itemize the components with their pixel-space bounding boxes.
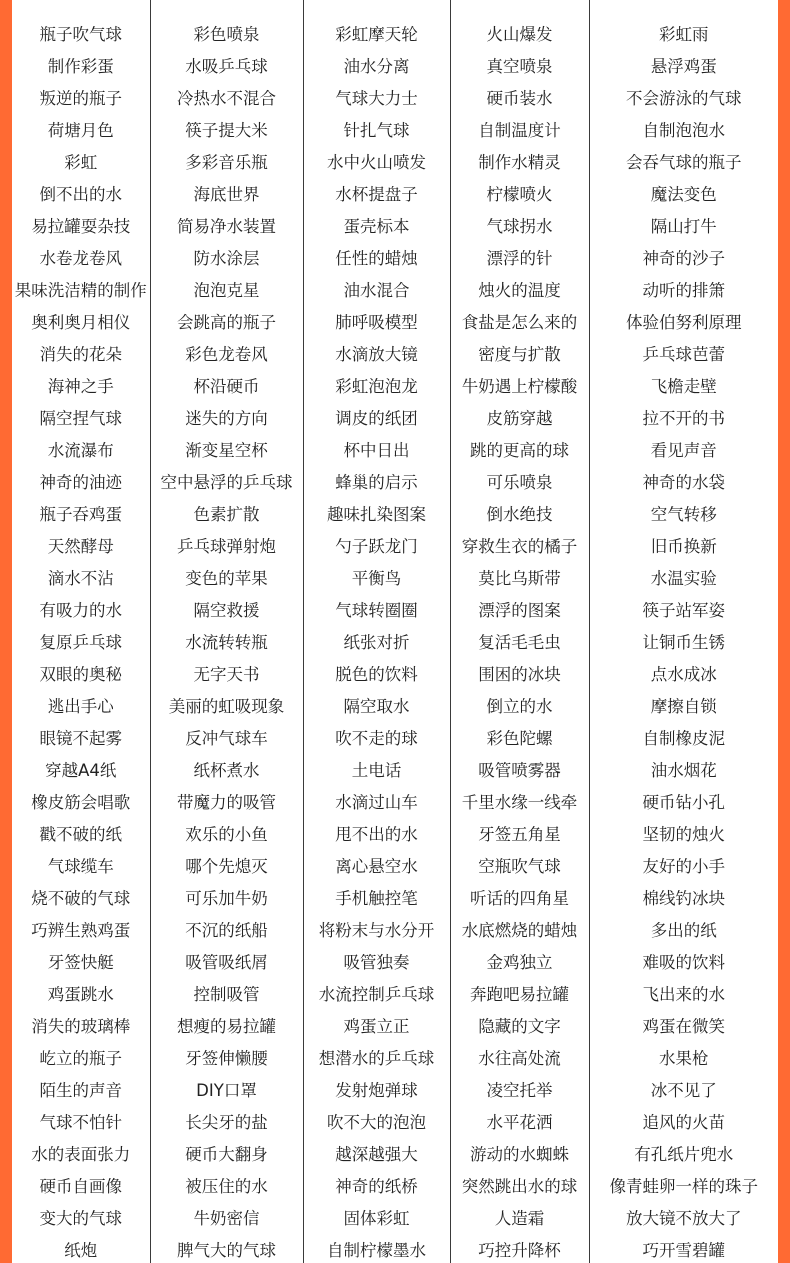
table-row xyxy=(12,0,778,17)
experiment-name-cell: 筷子站军姿 xyxy=(589,593,778,625)
experiment-name-cell: 可乐喷泉 xyxy=(450,465,589,497)
experiment-name-cell: 游动的水蜘蛛 xyxy=(450,1137,589,1169)
table-row xyxy=(12,1105,778,1137)
experiment-name-cell: 复原乒乓球 xyxy=(39,633,122,652)
table-row xyxy=(12,721,778,753)
experiment-name-cell: 不沉的纸船 xyxy=(150,913,303,945)
experiment-name-cell: 水温实验 xyxy=(589,561,778,593)
experiment-name-cell: 冰不见了 xyxy=(589,1073,778,1105)
experiment-name-cell: 漂浮的图案 xyxy=(450,593,589,625)
experiment-name-cell: 脱色的饮料 xyxy=(303,657,450,689)
experiment-name-cell: 听话的四角星 xyxy=(450,881,589,913)
experiment-name-cell: 牙签伸懒腰 xyxy=(150,1041,303,1073)
experiment-name-cell: 气球大力士 xyxy=(303,81,450,113)
experiment-name-cell: 水流控制乒乓球 xyxy=(303,977,450,1009)
experiment-name-cell: 水卷龙卷风 xyxy=(39,249,122,268)
experiment-name-cell: 硬币大翻身 xyxy=(150,1137,303,1169)
experiment-name-cell: 彩色龙卷风 xyxy=(150,337,303,369)
experiment-name-cell: 水往高处流 xyxy=(450,1041,589,1073)
table-row xyxy=(12,529,778,561)
table-row xyxy=(12,81,778,113)
experiment-name-cell: 海底世界 xyxy=(150,177,303,209)
table-row xyxy=(12,817,778,849)
experiment-name-cell: 水中火山喷发 xyxy=(303,145,450,177)
experiment-name-cell: 针扎气球 xyxy=(303,113,450,145)
table-row xyxy=(12,625,778,657)
experiment-name-cell: 发射炮弹球 xyxy=(303,1073,450,1105)
experiment-name-cell: 像青蛙卵一样的珠子 xyxy=(589,1169,778,1201)
experiment-name-cell: 荷塘月色 xyxy=(47,121,114,140)
table-row xyxy=(12,753,778,785)
experiment-name-cell: 油水分离 xyxy=(303,49,450,81)
experiment-name-cell: 自制泡泡水 xyxy=(589,113,778,145)
experiment-name-cell: 气球转圈圈 xyxy=(303,593,450,625)
experiment-name-cell: 土电话 xyxy=(303,753,450,785)
experiment-name-cell: 魔法变色 xyxy=(589,177,778,209)
experiment-name-cell: 瓶子吞鸡蛋 xyxy=(39,505,122,524)
experiment-name-cell: 体验伯努利原理 xyxy=(589,305,778,337)
experiment-name-cell: 莫比乌斯带 xyxy=(450,561,589,593)
experiment-name-cell: 水流瀑布 xyxy=(47,441,114,460)
table-row xyxy=(12,113,778,145)
experiment-name-cell: 硬币自画像 xyxy=(39,1177,122,1196)
experiment-name-cell: 吹不大的泡泡 xyxy=(303,1105,450,1137)
experiment-name-cell: 水滴过山车 xyxy=(303,785,450,817)
experiment-name-cell: 倒立的水 xyxy=(450,689,589,721)
experiment-name-cell: 筷子提大米 xyxy=(150,113,303,145)
experiment-name-cell: 柠檬喷火 xyxy=(450,177,589,209)
experiment-name-cell: 多彩音乐瓶 xyxy=(150,145,303,177)
experiment-name-cell: 棉线钓冰块 xyxy=(589,881,778,913)
experiment-name-cell: 制作彩蛋 xyxy=(47,57,114,76)
table-row xyxy=(12,17,778,49)
experiment-name-cell: 会跳高的瓶子 xyxy=(150,305,303,337)
table-row xyxy=(12,145,778,177)
experiment-name-cell: 纸杯煮水 xyxy=(150,753,303,785)
experiment-name-cell: 调皮的纸团 xyxy=(303,401,450,433)
experiment-name-cell: 漂浮的针 xyxy=(450,241,589,273)
experiment-name-cell: 隔山打牛 xyxy=(589,209,778,241)
experiment-name-cell: 有孔纸片兜水 xyxy=(589,1137,778,1169)
experiment-name-cell: 蜂巢的启示 xyxy=(303,465,450,497)
experiment-name-cell: 彩虹 xyxy=(64,153,98,172)
experiment-name-cell: 果味洗洁精的制作 xyxy=(14,281,147,300)
experiment-name-cell: 放大镜不放大了 xyxy=(589,1201,778,1233)
experiment-name-cell: 杯沿硬币 xyxy=(150,369,303,401)
experiment-name-cell: 让铜币生锈 xyxy=(589,625,778,657)
experiment-name-cell: 彩虹泡泡龙 xyxy=(303,369,450,401)
experiment-name-cell: 被压住的水 xyxy=(150,1169,303,1201)
table-row xyxy=(12,273,778,305)
experiment-name-cell: 水流转转瓶 xyxy=(150,625,303,657)
experiment-name-cell: 戳不破的纸 xyxy=(39,825,122,844)
experiment-name-cell: 火山爆发 xyxy=(450,17,589,49)
experiment-name-cell: 飞檐走壁 xyxy=(589,369,778,401)
experiment-name-cell: 滴水不沾 xyxy=(47,569,114,588)
experiment-name-cell: 千里水缘一线牵 xyxy=(450,785,589,817)
experiment-name-cell: 美丽的虹吸现象 xyxy=(150,689,303,721)
experiment-name-cell: 多出的纸 xyxy=(589,913,778,945)
experiment-name-cell: 制作水精灵 xyxy=(450,145,589,177)
experiment-name-cell: 烛火的温度 xyxy=(450,273,589,305)
experiment-name-cell: 会吞气球的瓶子 xyxy=(589,145,778,177)
experiment-name-cell: 消失的玻璃棒 xyxy=(31,1017,131,1036)
experiment-list-panel xyxy=(12,0,778,1263)
experiment-name-cell: 彩虹摩天轮 xyxy=(303,17,450,49)
table-row xyxy=(12,657,778,689)
experiment-name-cell: 金鸡独立 xyxy=(450,945,589,977)
experiment-name-cell: 跳的更高的球 xyxy=(450,433,589,465)
experiment-name-cell: 越深越强大 xyxy=(303,1137,450,1169)
table-row xyxy=(12,1009,778,1041)
experiment-name-cell: 奥利奥月相仪 xyxy=(31,313,131,332)
experiment-name-cell: 甩不出的水 xyxy=(303,817,450,849)
experiment-name-cell: 拉不开的书 xyxy=(589,401,778,433)
experiment-name-cell: 鸡蛋在微笑 xyxy=(589,1009,778,1041)
experiment-name-cell: 围困的冰块 xyxy=(450,657,589,689)
experiment-name-cell: 冷热水不混合 xyxy=(150,81,303,113)
experiment-name-cell: 隔空取水 xyxy=(303,689,450,721)
experiment-name-cell: 穿越A4纸 xyxy=(45,761,117,780)
experiment-name-cell: 想瘦的易拉罐 xyxy=(150,1009,303,1041)
experiment-name-cell xyxy=(303,0,450,17)
experiment-name-cell: 真空喷泉 xyxy=(450,49,589,81)
table-row xyxy=(12,209,778,241)
experiment-name-cell: 叛逆的瓶子 xyxy=(39,89,122,108)
table-row xyxy=(12,849,778,881)
experiment-name-cell: 倒不出的水 xyxy=(39,185,122,204)
experiment-name-cell: 乒乓球芭蕾 xyxy=(589,337,778,369)
experiment-name-cell: 任性的蜡烛 xyxy=(303,241,450,273)
experiment-name-cell: 追风的火苗 xyxy=(589,1105,778,1137)
experiment-name-cell: 离心悬空水 xyxy=(303,849,450,881)
experiment-name-cell: 难吸的饮料 xyxy=(589,945,778,977)
experiment-name-cell: 想潜水的乒乓球 xyxy=(303,1041,450,1073)
experiment-name-cell: 橡皮筋会唱歌 xyxy=(31,793,131,812)
experiment-name-cell: 悬浮鸡蛋 xyxy=(589,49,778,81)
experiment-name-cell: 陌生的声音 xyxy=(39,1081,122,1100)
experiment-name-cell: 可乐加牛奶 xyxy=(150,881,303,913)
experiment-name-cell: 防水涂层 xyxy=(150,241,303,273)
experiment-name-cell: 食盐是怎么来的 xyxy=(450,305,589,337)
table-row xyxy=(12,1073,778,1105)
experiment-name-cell: 双眼的奥秘 xyxy=(39,665,122,684)
experiment-name-cell xyxy=(12,0,150,17)
table-row xyxy=(12,1169,778,1201)
experiment-name-cell: 长尖牙的盐 xyxy=(150,1105,303,1137)
experiment-name-cell: 巧控升降杯 xyxy=(450,1233,589,1263)
table-row xyxy=(12,1137,778,1169)
experiment-name-cell: 气球缆车 xyxy=(47,857,114,876)
table-row xyxy=(12,305,778,337)
experiment-name-cell: 平衡鸟 xyxy=(303,561,450,593)
experiment-name-cell: 水吸乒乓球 xyxy=(150,49,303,81)
table-row xyxy=(12,49,778,81)
experiment-name-cell: 空中悬浮的乒乓球 xyxy=(150,465,303,497)
table-row xyxy=(12,561,778,593)
table-row xyxy=(12,1041,778,1073)
experiment-name-cell: 控制吸管 xyxy=(150,977,303,1009)
experiment-name-cell: 泡泡克星 xyxy=(150,273,303,305)
experiment-name-cell: 吸管吸纸屑 xyxy=(150,945,303,977)
experiment-name-cell xyxy=(450,0,589,17)
experiment-name-cell: 凌空托举 xyxy=(450,1073,589,1105)
experiment-name-cell: 隔空救援 xyxy=(150,593,303,625)
experiment-name-cell: 隐藏的文字 xyxy=(450,1009,589,1041)
experiment-name-cell: 坚韧的烛火 xyxy=(589,817,778,849)
experiment-name-cell: 牛奶密信 xyxy=(150,1201,303,1233)
experiment-name-cell: 趣味扎染图案 xyxy=(303,497,450,529)
table-row xyxy=(12,913,778,945)
experiment-name-cell: 固体彩虹 xyxy=(303,1201,450,1233)
experiment-name-cell: 看见声音 xyxy=(589,433,778,465)
experiment-name-cell: 神奇的水袋 xyxy=(589,465,778,497)
table-row xyxy=(12,177,778,209)
experiment-name-cell: 带魔力的吸管 xyxy=(150,785,303,817)
experiment-name-cell: 巧辨生熟鸡蛋 xyxy=(31,921,131,940)
experiment-name-cell: 牙签快艇 xyxy=(47,953,114,972)
experiment-name-cell xyxy=(150,0,303,17)
experiment-name-cell: 纸张对折 xyxy=(303,625,450,657)
experiment-table xyxy=(12,0,778,1263)
experiment-name-cell xyxy=(589,0,778,17)
experiment-name-cell: 蛋壳标本 xyxy=(303,209,450,241)
experiment-name-cell: 变色的苹果 xyxy=(150,561,303,593)
experiment-name-cell: 油水烟花 xyxy=(589,753,778,785)
experiment-name-cell: 友好的小手 xyxy=(589,849,778,881)
experiment-name-cell: 杯中日出 xyxy=(303,433,450,465)
experiment-name-cell: 突然跳出水的球 xyxy=(450,1169,589,1201)
experiment-name-cell: 反冲气球车 xyxy=(150,721,303,753)
experiment-name-cell: 吸管独奏 xyxy=(303,945,450,977)
experiment-name-cell: 硬币钻小孔 xyxy=(589,785,778,817)
experiment-name-cell: 摩擦自锁 xyxy=(589,689,778,721)
experiment-name-cell: 鸡蛋跳水 xyxy=(47,985,114,1004)
experiment-name-cell: 人造霜 xyxy=(450,1201,589,1233)
experiment-name-cell: 纸炮 xyxy=(64,1241,98,1260)
experiment-name-cell: 变大的气球 xyxy=(39,1209,122,1228)
experiment-name-cell: 气球拐水 xyxy=(450,209,589,241)
experiment-name-cell: 油水混合 xyxy=(303,273,450,305)
experiment-name-cell: 渐变星空杯 xyxy=(150,433,303,465)
experiment-name-cell: 水平花洒 xyxy=(450,1105,589,1137)
experiment-name-cell: 神奇的纸桥 xyxy=(303,1169,450,1201)
experiment-name-cell: 动听的排箫 xyxy=(589,273,778,305)
experiment-name-cell: 勺子跃龙门 xyxy=(303,529,450,561)
experiment-name-cell: 空气转移 xyxy=(589,497,778,529)
experiment-name-cell: 水滴放大镜 xyxy=(303,337,450,369)
experiment-name-cell: 欢乐的小鱼 xyxy=(150,817,303,849)
experiment-name-cell: 水杯提盘子 xyxy=(303,177,450,209)
experiment-name-cell: 瓶子吹气球 xyxy=(39,25,122,44)
table-row xyxy=(12,401,778,433)
table-row xyxy=(12,881,778,913)
experiment-name-cell: 易拉罐耍杂技 xyxy=(31,217,131,236)
experiment-name-cell: 穿救生衣的橘子 xyxy=(450,529,589,561)
experiment-name-cell: 眼镜不起雾 xyxy=(39,729,122,748)
experiment-name-cell: 水果枪 xyxy=(589,1041,778,1073)
experiment-name-cell: 神奇的沙子 xyxy=(589,241,778,273)
experiment-name-cell: 旧币换新 xyxy=(589,529,778,561)
experiment-name-cell: 逃出手心 xyxy=(47,697,114,716)
experiment-name-cell: 自制橡皮泥 xyxy=(589,721,778,753)
experiment-name-cell: 迷失的方向 xyxy=(150,401,303,433)
experiment-name-cell: 脾气大的气球 xyxy=(150,1233,303,1263)
experiment-name-cell: 手机触控笔 xyxy=(303,881,450,913)
experiment-name-cell: 空瓶吹气球 xyxy=(450,849,589,881)
experiment-name-cell: 彩色喷泉 xyxy=(150,17,303,49)
table-row xyxy=(12,1233,778,1263)
experiment-name-cell: 密度与扩散 xyxy=(450,337,589,369)
experiment-name-cell: 气球不怕针 xyxy=(39,1113,122,1132)
experiment-name-cell: 烧不破的气球 xyxy=(31,889,131,908)
experiment-name-cell: 哪个先熄灭 xyxy=(150,849,303,881)
experiment-name-cell: 复活毛毛虫 xyxy=(450,625,589,657)
experiment-name-cell: 不会游泳的气球 xyxy=(589,81,778,113)
table-row xyxy=(12,497,778,529)
experiment-name-cell: 隔空捏气球 xyxy=(39,409,122,428)
table-row xyxy=(12,433,778,465)
experiment-name-cell: 奔跑吧易拉罐 xyxy=(450,977,589,1009)
experiment-name-cell: 消失的花朵 xyxy=(39,345,122,364)
experiment-name-cell: 吸管喷雾器 xyxy=(450,753,589,785)
table-row xyxy=(12,945,778,977)
experiment-name-cell: 倒水绝技 xyxy=(450,497,589,529)
table-row xyxy=(12,337,778,369)
experiment-name-cell: 将粉末与水分开 xyxy=(303,913,450,945)
experiment-name-cell: 海神之手 xyxy=(47,377,114,396)
experiment-name-cell: 硬币装水 xyxy=(450,81,589,113)
experiment-name-cell: 彩色陀螺 xyxy=(450,721,589,753)
experiment-name-cell: 飞出来的水 xyxy=(589,977,778,1009)
experiment-name-cell: 有吸力的水 xyxy=(39,601,122,620)
experiment-name-cell: 自制温度计 xyxy=(450,113,589,145)
table-row xyxy=(12,241,778,273)
experiment-name-cell: 屹立的瓶子 xyxy=(39,1049,122,1068)
experiment-name-cell: 肺呼吸模型 xyxy=(303,305,450,337)
experiment-table-body xyxy=(12,0,778,1263)
table-row xyxy=(12,593,778,625)
table-row xyxy=(12,977,778,1009)
experiment-name-cell: 水底燃烧的蜡烛 xyxy=(450,913,589,945)
experiment-name-cell: DIY口罩 xyxy=(150,1073,303,1105)
table-row xyxy=(12,369,778,401)
table-row xyxy=(12,689,778,721)
experiment-name-cell: 吹不走的球 xyxy=(303,721,450,753)
table-row xyxy=(12,465,778,497)
experiment-name-cell: 巧开雪碧罐 xyxy=(589,1233,778,1263)
experiment-name-cell: 点水成冰 xyxy=(589,657,778,689)
experiment-name-cell: 皮筋穿越 xyxy=(450,401,589,433)
table-row xyxy=(12,1201,778,1233)
experiment-name-cell: 彩虹雨 xyxy=(589,17,778,49)
experiment-name-cell: 鸡蛋立正 xyxy=(303,1009,450,1041)
experiment-name-cell: 乒乓球弹射炮 xyxy=(150,529,303,561)
experiment-name-cell: 神奇的油迹 xyxy=(39,473,122,492)
table-row xyxy=(12,785,778,817)
experiment-name-cell: 简易净水装置 xyxy=(150,209,303,241)
experiment-name-cell: 色素扩散 xyxy=(150,497,303,529)
experiment-name-cell: 水的表面张力 xyxy=(31,1145,131,1164)
experiment-name-cell: 天然酵母 xyxy=(47,537,114,556)
experiment-name-cell: 自制柠檬墨水 xyxy=(303,1233,450,1263)
experiment-name-cell: 牙签五角星 xyxy=(450,817,589,849)
experiment-name-cell: 无字天书 xyxy=(150,657,303,689)
experiment-name-cell: 牛奶遇上柠檬酸 xyxy=(450,369,589,401)
